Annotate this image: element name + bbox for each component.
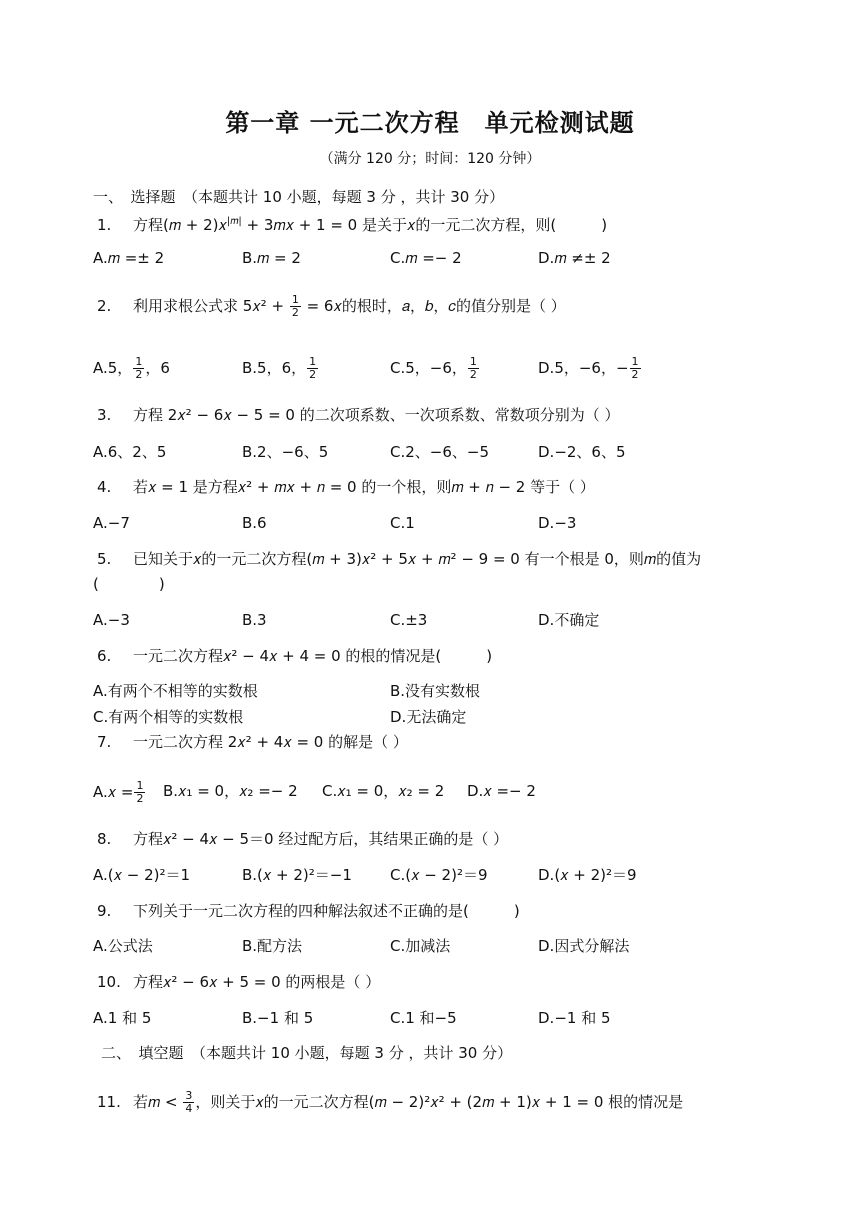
question-8 bbox=[93, 828, 508, 850]
option-d: D.−1 和 5 bbox=[538, 1009, 611, 1027]
option-d: D.(𝑥 + 2)²＝9 bbox=[538, 866, 637, 884]
option-a: A.−3 bbox=[93, 611, 130, 629]
question-5-continuation: ( ) bbox=[93, 575, 165, 593]
question-text: 已知关于𝑥的一元二次方程(𝑚 + 3)𝑥² + 5𝑥 + 𝑚² − 9 = 0 有一个根是 0，则𝑚的值为 bbox=[133, 550, 702, 568]
question-text: 一元二次方程 2𝑥² + 4𝑥 = 0 的解是（ ） bbox=[133, 733, 408, 751]
question-6 bbox=[93, 645, 492, 667]
question-9 bbox=[93, 900, 520, 922]
exponent: |𝑚| bbox=[226, 216, 242, 227]
fraction: $\frac{1}{2}$ bbox=[469, 355, 477, 381]
option-b: B.3 bbox=[242, 611, 267, 629]
option-b: B.2、−6、5 bbox=[242, 443, 329, 461]
fraction: $\frac{1}{2}$ bbox=[135, 355, 143, 381]
option-b: B.5，6， $\frac{1}{2}$ bbox=[242, 355, 317, 381]
question-11 bbox=[93, 1090, 683, 1115]
question-number: 2. bbox=[97, 297, 112, 315]
option-d: D.无法确定 bbox=[390, 708, 467, 726]
page-subtitle: （满分 120 分；时间：120 分钟） bbox=[319, 151, 541, 167]
question-text: 方程 2𝑥² − 6𝑥 − 5 = 0 的二次项系数、一次项系数、常数项分别为（ ） bbox=[133, 406, 620, 424]
question-number: 8. bbox=[97, 830, 112, 848]
option-d: D.−3 bbox=[538, 514, 577, 532]
question-number: 4. bbox=[97, 478, 112, 496]
question-text: 方程𝑥² − 4𝑥 − 5＝0 经过配方后，其结果正确的是（ ） bbox=[133, 830, 509, 848]
question-7 bbox=[93, 731, 408, 753]
question-number: 5. bbox=[97, 550, 112, 568]
option-b: B.(𝑥 + 2)²＝−1 bbox=[242, 866, 352, 884]
option-d: D.𝑚 ≠± 2 bbox=[538, 249, 611, 267]
question-text: 下列关于一元二次方程的四种解法叙述不正确的是( ) bbox=[133, 902, 520, 920]
option-d: D.−2、6、5 bbox=[538, 443, 626, 461]
option-a: A.𝑥 = $\frac{1}{2}$ bbox=[93, 779, 144, 805]
option-a: A.有两个不相等的实数根 bbox=[93, 682, 258, 700]
option-a: A.(𝑥 − 2)²＝1 bbox=[93, 866, 191, 884]
question-text: 方程(𝑚 + 2)𝑥 bbox=[133, 216, 227, 234]
page-title: 第一章 一元二次方程 单元检测试题 bbox=[225, 109, 635, 137]
question-text-cont: = 6𝑥的根时，𝑎，𝑏，𝑐的值分别是（ ） bbox=[306, 297, 566, 315]
fraction: $\frac{1}{2}$ bbox=[291, 293, 299, 319]
question-number: 9. bbox=[97, 902, 112, 920]
question-number: 6. bbox=[97, 647, 112, 665]
fraction: $\frac{3}{4}$ bbox=[185, 1089, 193, 1115]
option-c: C.1 bbox=[390, 514, 415, 532]
question-number: 1. bbox=[97, 216, 112, 234]
option-c: C.±3 bbox=[390, 611, 428, 629]
question-text: 若𝑥 = 1 是方程𝑥² + 𝑚𝑥 + 𝑛 = 0 的一个根，则𝑚 + 𝑛 − 2 等于（ ） bbox=[133, 478, 595, 496]
option-c: C.𝑚 =− 2 bbox=[390, 249, 462, 267]
option-a: A.5， $\frac{1}{2}$ ，6 bbox=[93, 355, 170, 381]
question-number: 11. bbox=[97, 1093, 121, 1111]
question-text-cont: + 3𝑚𝑥 + 1 = 0 是关于𝑥的一元二次方程，则( ) bbox=[241, 216, 608, 234]
question-text: 利用求根公式求 5𝑥² + bbox=[133, 297, 285, 315]
option-a: A.1 和 5 bbox=[93, 1009, 152, 1027]
option-d: D.因式分解法 bbox=[538, 937, 630, 955]
section-heading-1: 一、 选择题 （本题共计 10 小题，每题 3 分 ，共计 30 分） bbox=[93, 188, 505, 206]
option-b: B.𝑥₁ = 0，𝑥₂ =− 2 bbox=[163, 782, 298, 800]
question-number: 10. bbox=[97, 973, 121, 991]
fraction: $\frac{1}{2}$ bbox=[309, 355, 317, 381]
fraction: $\frac{1}{2}$ bbox=[136, 779, 144, 805]
option-c: C.𝑥₁ = 0，𝑥₂ = 2 bbox=[322, 782, 445, 800]
question-10 bbox=[93, 971, 380, 993]
question-1 bbox=[93, 211, 607, 236]
option-c: C.1 和−5 bbox=[390, 1009, 457, 1027]
option-d: D.不确定 bbox=[538, 611, 600, 629]
question-3 bbox=[93, 404, 620, 426]
option-c: C.5，−6， $\frac{1}{2}$ bbox=[390, 355, 477, 381]
option-b: B.6 bbox=[242, 514, 267, 532]
question-2 bbox=[93, 294, 566, 319]
option-a: A.−7 bbox=[93, 514, 130, 532]
question-4 bbox=[93, 476, 595, 498]
question-text: 若𝑚 < bbox=[133, 1093, 178, 1111]
question-text: 一元二次方程𝑥² − 4𝑥 + 4 = 0 的根的情况是( ) bbox=[133, 647, 493, 665]
option-c: C.(𝑥 − 2)²＝9 bbox=[390, 866, 488, 884]
question-text-cont: ，则关于𝑥的一元二次方程(𝑚 − 2)²𝑥² + (2𝑚 + 1)𝑥 + 1 = 0 根的情况是 bbox=[195, 1093, 684, 1111]
option-c: C.加减法 bbox=[390, 937, 451, 955]
option-c: C.2、−6、−5 bbox=[390, 443, 490, 461]
fraction: $\frac{1}{2}$ bbox=[631, 355, 639, 381]
option-d: D.5，−6，− $\frac{1}{2}$ bbox=[538, 355, 639, 381]
question-number: 7. bbox=[97, 733, 112, 751]
option-d: D.𝑥 =− 2 bbox=[467, 782, 536, 800]
option-b: B.配方法 bbox=[242, 937, 303, 955]
option-a: A.𝑚 =± 2 bbox=[93, 249, 165, 267]
option-c: C.有两个相等的实数根 bbox=[93, 708, 244, 726]
question-number: 3. bbox=[97, 406, 112, 424]
option-a: A.公式法 bbox=[93, 937, 153, 955]
option-b: B.−1 和 5 bbox=[242, 1009, 314, 1027]
option-b: B.𝑚 = 2 bbox=[242, 249, 301, 267]
question-5 bbox=[93, 548, 701, 570]
section-heading-2: 二、 填空题 （本题共计 10 小题，每题 3 分 ，共计 30 分） bbox=[101, 1044, 513, 1062]
question-text: 方程𝑥² − 6𝑥 + 5 = 0 的两根是（ ） bbox=[133, 973, 381, 991]
option-b: B.没有实数根 bbox=[390, 682, 481, 700]
option-a: A.6、2、5 bbox=[93, 443, 167, 461]
